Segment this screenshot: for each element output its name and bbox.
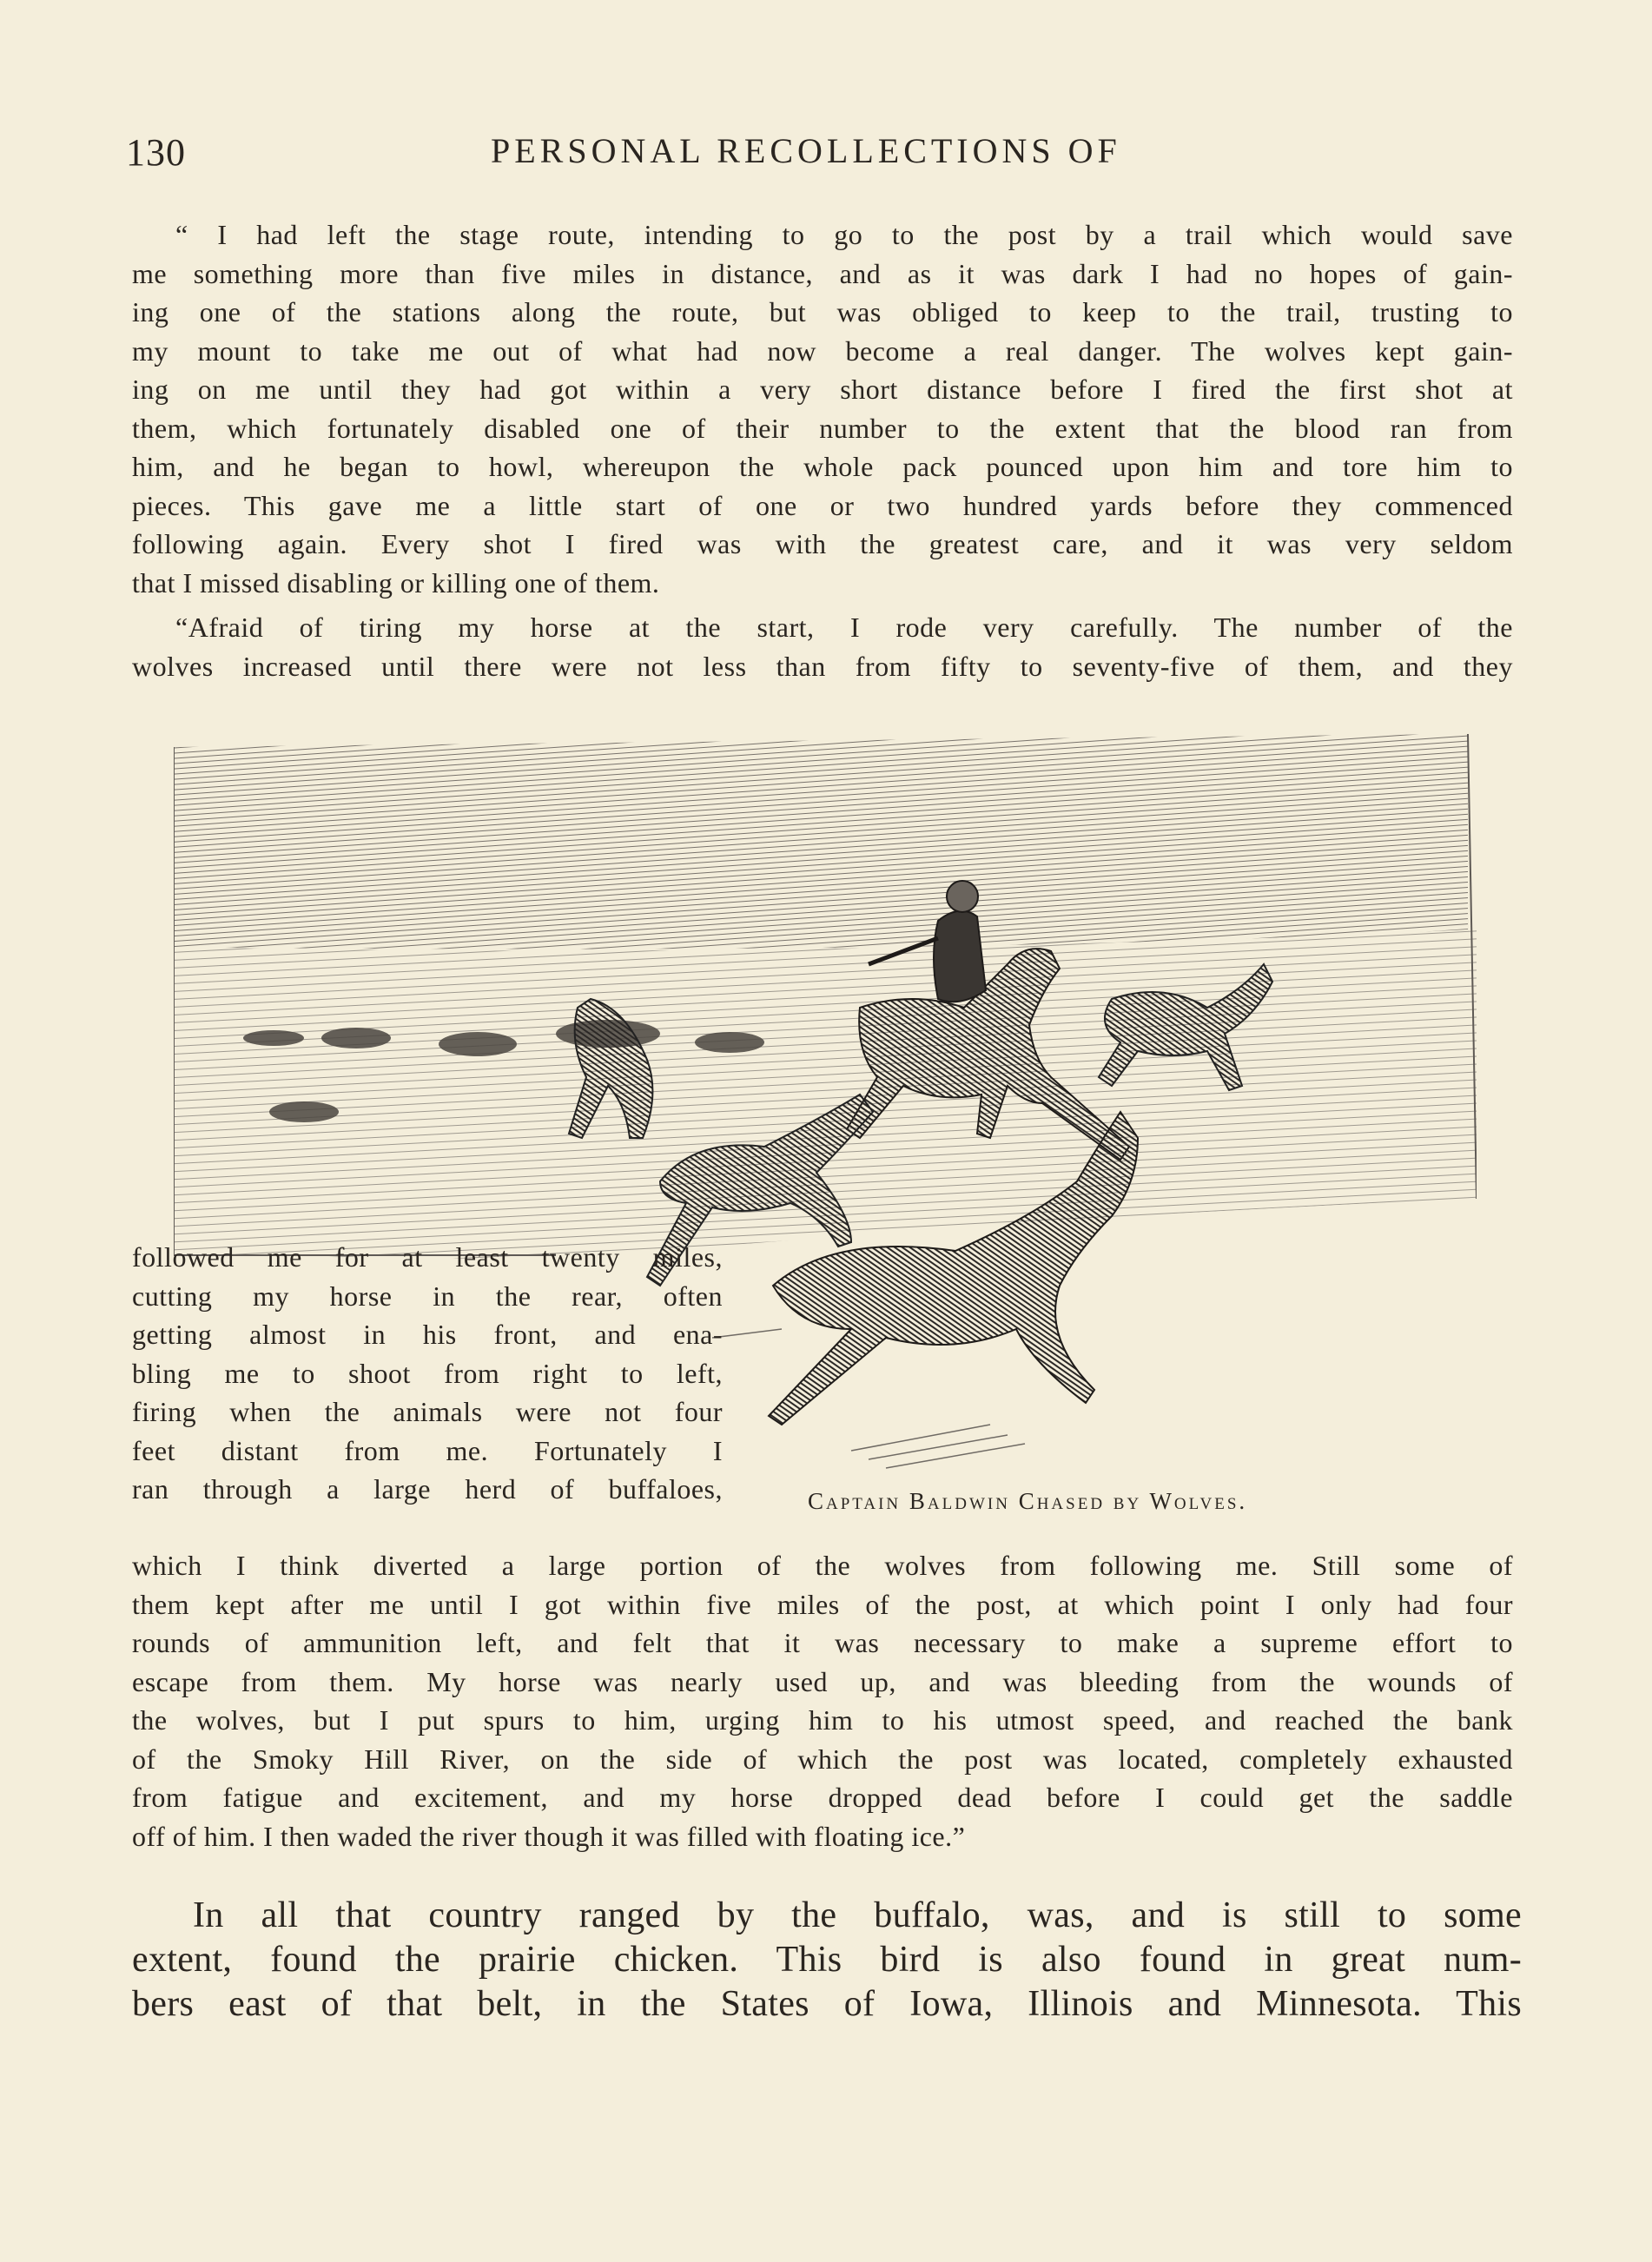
text-line: feet distant from me. Fortunately I [132, 1434, 723, 1466]
text-line: wolves increased until there were not less than from fifty to seventy-five of them, and they [132, 650, 1513, 682]
text-line: “Afraid of tiring my horse at the start, I rode very carefully. The number of the [175, 612, 1513, 643]
illustration-caption: Captain Baldwin Chased by Wolves. [808, 1488, 1248, 1514]
text-line: that I missed disabling or killing one of them. [132, 566, 660, 599]
text-line: “ I had left the stage route, intending to go to the post by a trail which would save [175, 219, 1513, 250]
text-line: bling me to shoot from right to left, [132, 1357, 723, 1389]
text-line: ing one of the stations along the route, but was obliged to keep to the trail, trusting to [132, 296, 1513, 327]
text-line: rounds of ammunition left, and felt that it was necessary to make a supreme effort to [132, 1627, 1513, 1658]
text-line: firing when the animals were not four [132, 1396, 723, 1427]
text-line: ran through a large herd of buffaloes, [132, 1473, 723, 1505]
paragraph-3 [132, 1546, 1513, 1855]
page-number: 130 [126, 131, 186, 174]
wrapped-text-column [132, 1238, 723, 1509]
text-line: In all that country ranged by the buffalo, was, and is still to some [193, 1895, 1522, 1935]
text-line: following again. Every shot I fired was with the greatest care, and it was very seldom [132, 528, 1513, 559]
paragraph-4-continued [132, 1938, 1522, 2027]
text-line: pieces. This gave me a little start of one or two hundred yards before they commenced [132, 489, 1513, 521]
text-line: him, and he began to howl, whereupon the whole pack pounced upon him and tore him to [132, 451, 1513, 482]
text-line: from fatigue and excitement, and my horse dropped dead before I could get the saddle [132, 1782, 1513, 1813]
running-head: PERSONAL RECOLLECTIONS OF [491, 131, 1121, 170]
text-line: bers east of that belt, in the States of Iowa, Illinois and Minnesota. This [132, 1984, 1522, 2024]
text-line: extent, found the prairie chicken. This bird is also found in great num- [132, 1940, 1522, 1980]
text-line: cutting my horse in the rear, often [132, 1280, 723, 1312]
text-line: followed me for at least twenty miles, [132, 1241, 723, 1273]
paragraph-2 [132, 608, 1513, 685]
text-line: me something more than five miles in distance, and as it was dark I had no hopes of gain- [132, 257, 1513, 289]
text-line: them, which fortunately disabled one of their number to the extent that the blood ran from [132, 412, 1513, 444]
paragraph-1 [132, 215, 1513, 602]
text-line: off of him. I then waded the river though it was filled with floating ice.” [132, 1820, 966, 1852]
text-line: of the Smoky Hill River, on the side of which the post was located, completely exhausted [132, 1743, 1513, 1775]
text-line: them kept after me until I got within five miles of the post, at which point I only had four [132, 1588, 1513, 1620]
text-line: my mount to take me out of what had now become a real danger. The wolves kept gain- [132, 334, 1513, 367]
paragraph-4 [193, 1894, 1522, 1938]
text-line: getting almost in his front, and ena- [132, 1319, 723, 1350]
text-line: which I think diverted a large portion of the wolves from following me. Still some of [132, 1550, 1513, 1581]
text-line: ing on me until they had got within a very short distance before I fired the first shot at [132, 374, 1513, 405]
text-line: escape from them. My horse was nearly used up, and was bleeding from the wounds of [132, 1665, 1513, 1697]
page-header [126, 130, 1550, 182]
text-line: the wolves, but I put spurs to him, urging him to his utmost speed, and reached the bank [132, 1704, 1513, 1736]
